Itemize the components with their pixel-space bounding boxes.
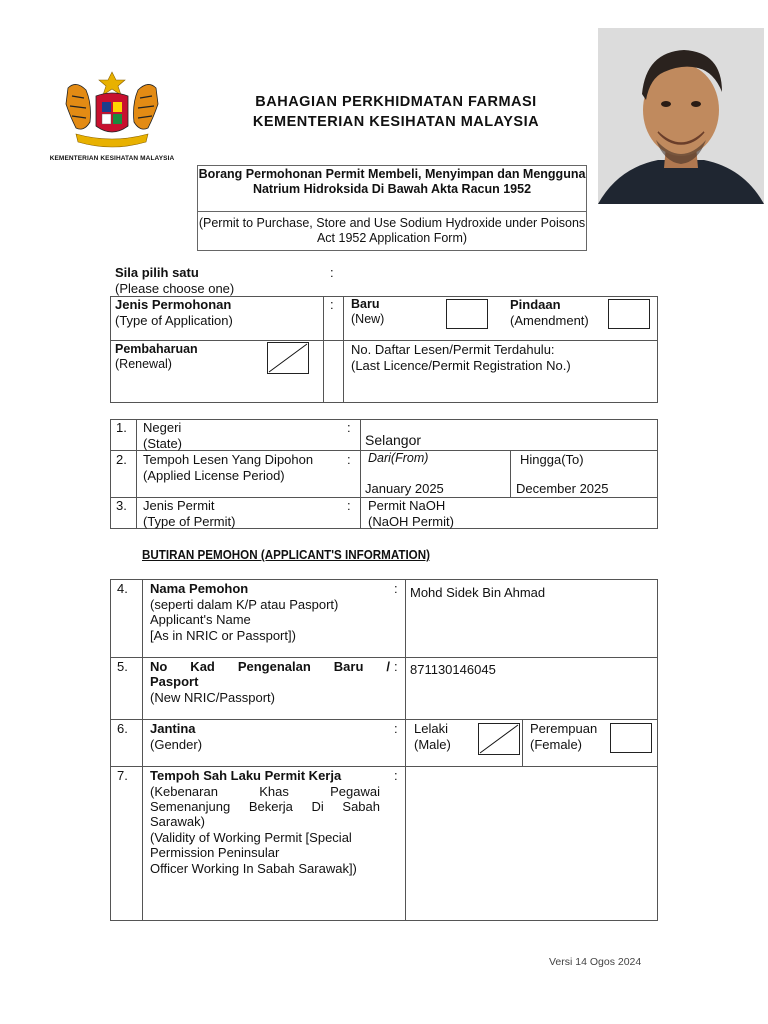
gender-colon: : xyxy=(394,721,398,736)
work-permit-sub-1: (Kebenaran Khas Pegawai xyxy=(150,784,380,799)
applicant-info-heading: BUTIRAN PEMOHON (APPLICANT'S INFORMATION) xyxy=(142,548,430,562)
form-version: Versi 14 Ogos 2024 xyxy=(549,956,642,968)
license-period-colon: : xyxy=(347,452,351,467)
nric-value: 871130146045 xyxy=(410,662,496,677)
permit-type-value-en: (NaOH Permit) xyxy=(368,514,454,529)
row-1-number: 1. xyxy=(116,420,127,435)
applicant-name-sub-3: [As in NRIC or Passport]) xyxy=(150,628,296,643)
renewal-option-label: Pembaharuan xyxy=(115,342,198,356)
renewal-checkbox[interactable] xyxy=(267,342,309,374)
previous-licence-label-en: (Last Licence/Permit Registration No.) xyxy=(351,358,571,373)
female-checkbox[interactable] xyxy=(610,723,652,753)
gender-label: Jantina xyxy=(150,721,196,736)
male-checkbox[interactable] xyxy=(478,723,520,755)
form-title-box xyxy=(197,165,587,251)
to-value: December 2025 xyxy=(516,481,609,496)
male-label-en: (Male) xyxy=(414,737,451,752)
applicant-name-sub-1: (seperti dalam K/P atau Pasport) xyxy=(150,597,339,612)
nric-colon: : xyxy=(394,659,398,674)
ministry-crest-logo xyxy=(46,68,178,168)
permit-type-value: Permit NaOH xyxy=(368,498,446,513)
application-type-colon: : xyxy=(330,297,334,312)
work-permit-colon: : xyxy=(394,768,398,783)
new-checkbox[interactable] xyxy=(446,299,488,329)
previous-licence-label: No. Daftar Lesen/Permit Terdahulu: xyxy=(351,342,555,357)
department-title-line1: BAHAGIAN PERKHIDMATAN FARMASI xyxy=(255,94,537,110)
choose-one-label: Sila pilih satu xyxy=(115,265,199,280)
nric-label-line1: No Kad Pengenalan Baru / xyxy=(150,659,390,674)
amendment-option-label-en: (Amendment) xyxy=(510,313,589,328)
state-label: Negeri xyxy=(143,420,182,435)
work-permit-sub-3: Sarawak) xyxy=(150,814,205,829)
form-title-english: (Permit to Purchase, Store and Use Sodium Hydroxide under Poisons Act 1952 Application Form) xyxy=(198,216,586,245)
nric-label-line2: Pasport xyxy=(150,674,199,689)
choose-one-label-en: (Please choose one) xyxy=(115,281,235,296)
applicant-name-colon: : xyxy=(394,581,398,596)
checkbox-slash-mark xyxy=(268,343,308,373)
amendment-option-label: Pindaan xyxy=(510,297,561,312)
work-permit-sub-2: Semenanjung Bekerja Di Sabah xyxy=(150,799,380,814)
new-option-label-en: (New) xyxy=(351,312,385,326)
applicant-photo xyxy=(598,28,764,204)
from-value: January 2025 xyxy=(365,481,444,496)
state-colon: : xyxy=(347,420,351,435)
row-2-number: 2. xyxy=(116,452,127,467)
logo-caption: KEMENTERIAN KESIHATAN MALAYSIA xyxy=(49,155,175,162)
choose-one-colon: : xyxy=(330,265,334,280)
work-permit-label: Tempoh Sah Laku Permit Kerja xyxy=(150,768,342,783)
renewal-option-label-en: (Renewal) xyxy=(115,357,172,371)
work-permit-sub-6: Officer Working In Sabah Sarawak]) xyxy=(150,861,357,876)
new-option-label: Baru xyxy=(351,297,380,311)
nric-label-en: (New NRIC/Passport) xyxy=(150,690,275,705)
form-title-malay: Borang Permohonan Permit Membeli, Menyimpan dan Mengguna Natrium Hidroksida Di Bawah Akta Racun 1952 xyxy=(198,166,586,212)
department-title xyxy=(200,92,592,132)
license-period-label-en: (Applied License Period) xyxy=(143,468,285,483)
work-permit-sub-5: Permission Peninsular xyxy=(150,845,280,860)
row-3-number: 3. xyxy=(116,498,127,513)
department-title-line2: KEMENTERIAN KESIHATAN MALAYSIA xyxy=(252,114,540,130)
work-permit-sub-4: (Validity of Working Permit [Special xyxy=(150,830,352,845)
row-6-number: 6. xyxy=(117,721,128,736)
applicant-name-sub-2: Applicant's Name xyxy=(150,612,251,627)
female-label-en: (Female) xyxy=(530,737,583,752)
permit-type-colon: : xyxy=(347,498,351,513)
checkbox-slash-mark xyxy=(479,724,519,754)
permit-type-label: Jenis Permit xyxy=(143,498,215,513)
permit-type-label-en: (Type of Permit) xyxy=(143,514,236,529)
applicant-name-label: Nama Pemohon xyxy=(150,581,249,596)
female-label: Perempuan xyxy=(530,721,598,736)
license-period-label: Tempoh Lesen Yang Dipohon xyxy=(143,452,314,467)
amendment-checkbox[interactable] xyxy=(608,299,650,329)
male-label: Lelaki xyxy=(414,721,448,736)
row-7-number: 7. xyxy=(117,768,128,783)
row-5-number: 5. xyxy=(117,659,128,674)
applicant-name-value: Mohd Sidek Bin Ahmad xyxy=(410,585,546,600)
row-4-number: 4. xyxy=(117,581,128,596)
to-label: Hingga(To) xyxy=(520,452,584,467)
application-type-label: Jenis Permohonan xyxy=(115,297,232,312)
from-label: Dari(From) xyxy=(368,451,429,465)
gender-label-en: (Gender) xyxy=(150,737,203,752)
application-type-label-en: (Type of Application) xyxy=(115,313,233,328)
state-label-en: (State) xyxy=(143,436,183,451)
state-value: Selangor xyxy=(365,432,422,448)
